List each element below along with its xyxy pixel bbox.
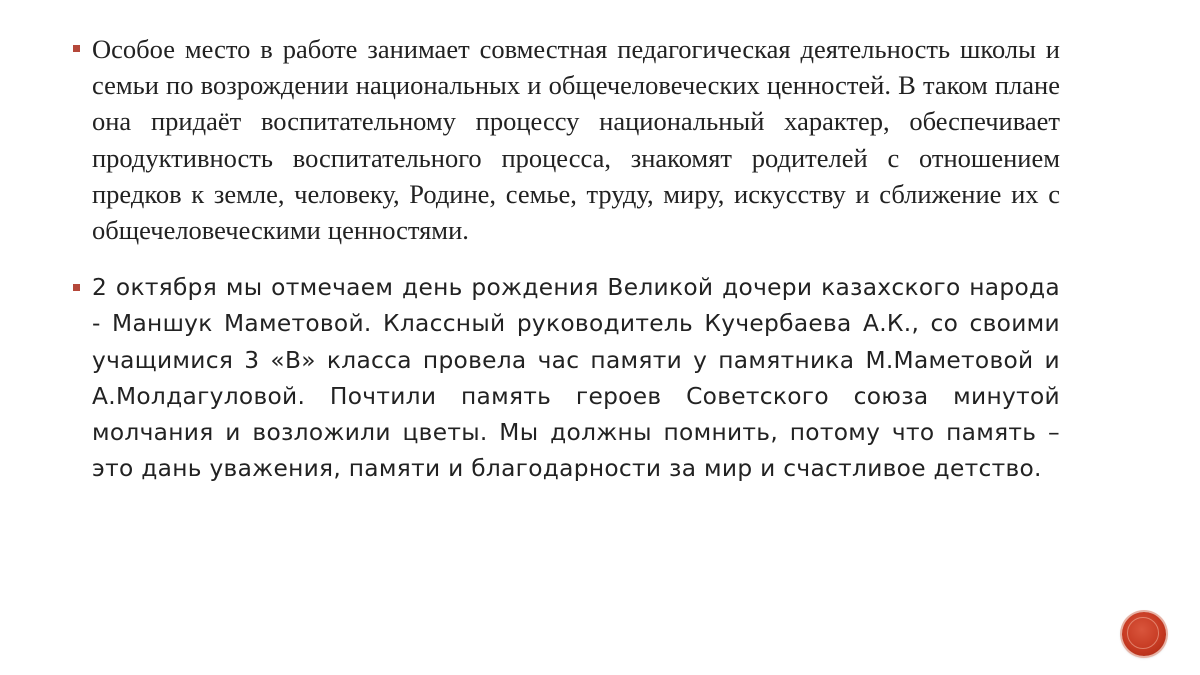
square-bullet-icon: [73, 284, 80, 291]
bullet-item-1: [70, 31, 1060, 248]
bullet-item-2: [70, 270, 1060, 487]
circle-nav-icon[interactable]: [1122, 612, 1166, 656]
bullet-text: 2 октября мы отмечаем день рождения Великой дочери казахского народа - Маншук Маметовой. Классный руководитель Кучербаева А.К., со своими учащимися 3 «В» класса провела час памяти у памятника М.Маметовой и А.Молдагуловой. Почтили память героев Советского союза минутой молчания и возложили цветы. Мы должны помнить, потому что память – это дань уважения, памяти и благодарности за мир и счастливое детство.: [92, 274, 1060, 483]
bullet-text: Особое место в работе занимает совместная педагогическая деятельность школы и семьи по возрождении национальных и общечеловеческих ценностей. В таком плане она придаёт воспитательному процессу национальный характер, обеспечивает продуктивность воспитательного процесса, знакомят родителей с отношением предков к земле, человеку, Родине, семье, труду, миру, искусству и сближение их с общечеловеческими ценностями.: [92, 34, 1060, 246]
slide-content: [70, 31, 1060, 487]
square-bullet-icon: [73, 45, 80, 52]
